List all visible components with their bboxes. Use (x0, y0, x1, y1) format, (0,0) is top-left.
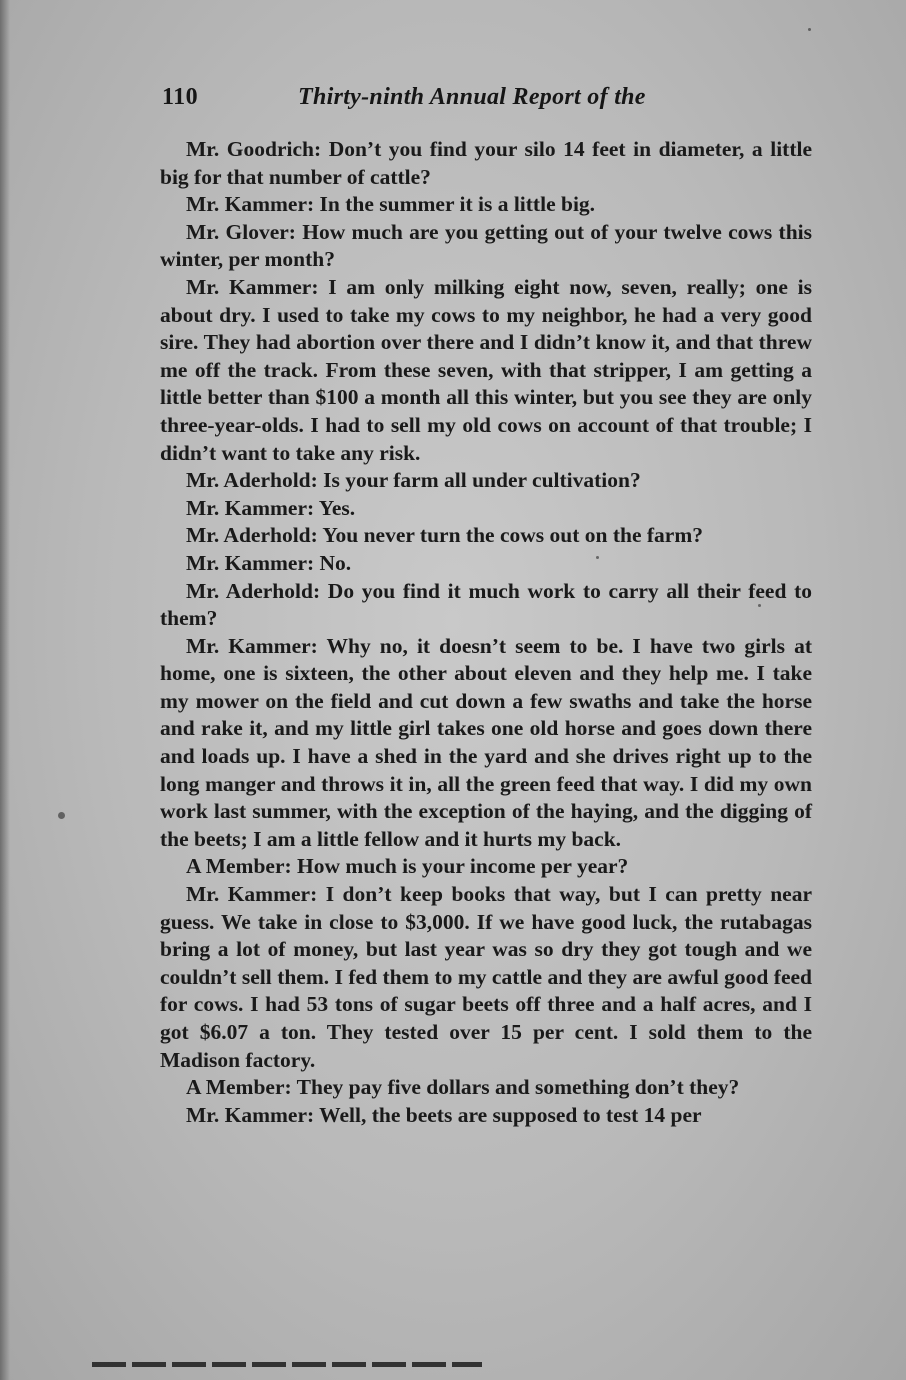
paragraph-text: You never turn the cows out on the farm? (322, 523, 703, 548)
speaker-label: A Member: (186, 854, 292, 879)
paragraph-text: Do you find it much work to carry all their feed to them? (160, 578, 812, 631)
speaker-label: Mr. Kammer: (186, 550, 315, 575)
paragraph (160, 495, 812, 523)
paragraph-text: How much is your income per year? (297, 854, 629, 879)
page-gutter-shadow (0, 0, 10, 1380)
paragraph-text: Why no, it doesn’t seem to be. I have two girls at home, one is sixteen, the other about eleven and they help me. I take my mower on the field and cut down a few swaths and take the horse and rake it, and my little girl takes one old horse and goes down there and loads up. I have a shed in the yard and she drives right up to the long manger and throws it in, all the green feed that way. I did my own work last summer, with the exception of the haying, and the digging of the beets; I am a little fellow and it hurts my back. (160, 633, 812, 851)
paragraph-text: In the summer it is a little big. (319, 192, 596, 217)
scan-speck (758, 604, 761, 607)
paragraph (160, 881, 812, 1074)
paragraph (160, 191, 812, 219)
paragraph-text: Well, the beets are supposed to test 14 per (319, 1102, 702, 1127)
speaker-label: A Member: (186, 1075, 292, 1100)
paragraph-text: I don’t keep books that way, but I can pretty near guess. We take in close to $3,000. If we have good luck, the rutabagas bring a lot of money, but last year was so dry they got tough and we couldn’t sell them. I fed them to my cattle and they are awful good feed for cows. I had 53 tons of sugar beets off three and a half acres, and I got $6.07 a ton. They tested over 15 per cent. I sold them to the Madison factory. (160, 882, 812, 1072)
paragraph (160, 853, 812, 881)
paragraph-text: How much are you getting out of your twelve cows this winter, per month? (160, 219, 813, 272)
paragraph (160, 578, 812, 633)
page-number: 110 (162, 84, 199, 110)
speaker-label: Mr. Kammer: (186, 495, 315, 520)
speaker-label: Mr. Kammer: (186, 274, 319, 299)
paragraph (160, 136, 812, 191)
speaker-label: Mr. Glover: (186, 219, 296, 244)
paragraph-text: Don’t you find your silo 14 feet in diameter, a little big for that number of cattle? (160, 137, 812, 189)
speaker-label: Mr. Goodrich: (186, 137, 322, 161)
speaker-label: Mr. Aderhold: (186, 468, 318, 493)
paragraph (160, 274, 812, 467)
paragraph (160, 467, 812, 495)
speaker-label: Mr. Kammer: (186, 1102, 315, 1127)
running-title: Thirty-ninth Annual Report of the (298, 84, 646, 110)
paragraph-text: No. (319, 550, 352, 575)
paragraph-text: Yes. (318, 495, 356, 520)
speaker-label: Mr. Aderhold: (186, 578, 321, 603)
paragraph-text: I am only milking eight now, seven, really; one is about dry. I used to take my cows to my neighbor, he had a very good sire. They had abortion over there and I didn’t know it, and that threw me off the track. From these seven, with that stripper, I am getting a little better than $100 a month all this winter, but you see they are only three-year-olds. I had to sell my old cows on account of that trouble; I didn’t want to take any risk. (160, 274, 813, 465)
paragraph (160, 550, 812, 578)
paragraph (160, 522, 812, 550)
paragraph (160, 219, 812, 274)
bottom-rule (92, 1362, 482, 1367)
paragraph (160, 633, 812, 854)
scan-speck (58, 812, 65, 819)
body-text (160, 136, 812, 1129)
speaker-label: Mr. Kammer: (186, 633, 318, 658)
running-head (162, 84, 682, 114)
scan-speck (596, 556, 599, 559)
speaker-label: Mr. Aderhold: (186, 523, 318, 548)
speaker-label: Mr. Kammer: (186, 882, 318, 907)
scan-speck (808, 28, 811, 31)
paragraph-text: Is your farm all under cultivation? (323, 468, 641, 493)
speaker-label: Mr. Kammer: (186, 192, 315, 217)
paragraph (160, 1074, 812, 1102)
paragraph-text: They pay five dollars and something don’t they? (296, 1075, 740, 1100)
paragraph (160, 1102, 812, 1130)
